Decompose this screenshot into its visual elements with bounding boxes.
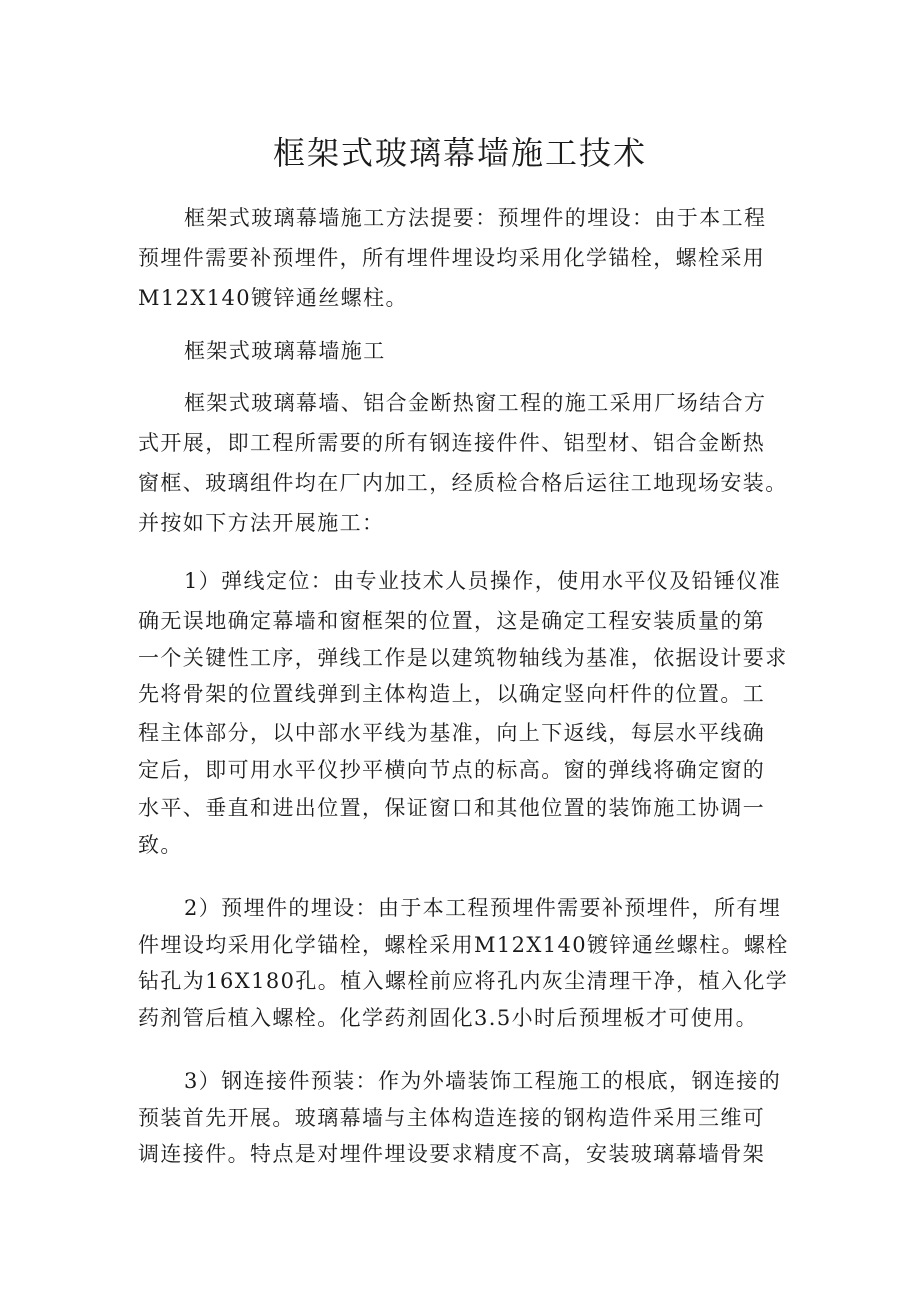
paragraph-line: 1）弹线定位：由专业技术人员操作，使用水平仪及铅锤仪准: [184, 569, 782, 593]
paragraph-line: 式开展，即工程所需要的所有钢连接件件、铝型材、铝合金断热: [138, 431, 766, 455]
section-heading: 框架式玻璃幕墙施工: [184, 339, 386, 363]
paragraph-line: 并按如下方法开展施工：: [138, 511, 385, 535]
paragraph-line: 件埋设均采用化学锚栓，螺栓采用M12X140镀锌通丝螺柱。螺栓: [138, 933, 789, 957]
paragraph-line: M12X140镀锌通丝螺柱。: [138, 286, 408, 310]
paragraph-line: 2）预埋件的埋设：由于本工程预埋件需要补预埋件，所有埋: [184, 896, 782, 920]
paragraph-line: 3）钢连接件预装：作为外墙装饰工程施工的根底，钢连接的: [184, 1069, 782, 1093]
paragraph-line: 一个关键性工序，弹线工作是以建筑物轴线为基准，依据设计要求: [138, 646, 788, 670]
paragraph-line: 先将骨架的位置线弹到主体构造上，以确定竖向杆件的位置。工: [138, 682, 766, 706]
paragraph-line: 窗框、玻璃组件均在厂内加工，经质检合格后运往工地现场安装。: [138, 471, 788, 495]
paragraph-line: 调连接件。特点是对埋件埋设要求精度不高，安装玻璃幕墙骨架: [138, 1142, 766, 1166]
paragraph-line: 框架式玻璃幕墙施工方法提要：预埋件的埋设：由于本工程: [184, 206, 767, 230]
paragraph-line: 框架式玻璃幕墙、铝合金断热窗工程的施工采用厂场结合方: [184, 391, 767, 415]
paragraph-line: 程主体部分，以中部水平线为基准，向上下返线，每层水平线确: [138, 721, 766, 745]
document-title: 框架式玻璃幕墙施工技术: [272, 134, 647, 172]
paragraph-line: 药剂管后植入螺栓。化学药剂固化3.5小时后预埋板才可使用。: [138, 1006, 758, 1030]
paragraph-line: 预埋件需要补预埋件，所有埋件埋设均采用化学锚栓，螺栓采用: [138, 246, 766, 270]
paragraph-line: 预装首先开展。玻璃幕墙与主体构造连接的钢构造件采用三维可: [138, 1106, 766, 1130]
paragraph-line: 致。: [138, 833, 183, 857]
paragraph-line: 定后，即可用水平仪抄平横向节点的标高。窗的弹线将确定窗的: [138, 758, 766, 782]
paragraph-line: 确无误地确定幕墙和窗框架的位置，这是确定工程安装质量的第: [138, 609, 766, 633]
paragraph-line: 钻孔为16X180孔。植入螺栓前应将孔内灰尘清理干净，植入化学: [138, 969, 789, 993]
paragraph-line: 水平、垂直和进出位置，保证窗口和其他位置的装饰施工协调一: [138, 796, 766, 820]
